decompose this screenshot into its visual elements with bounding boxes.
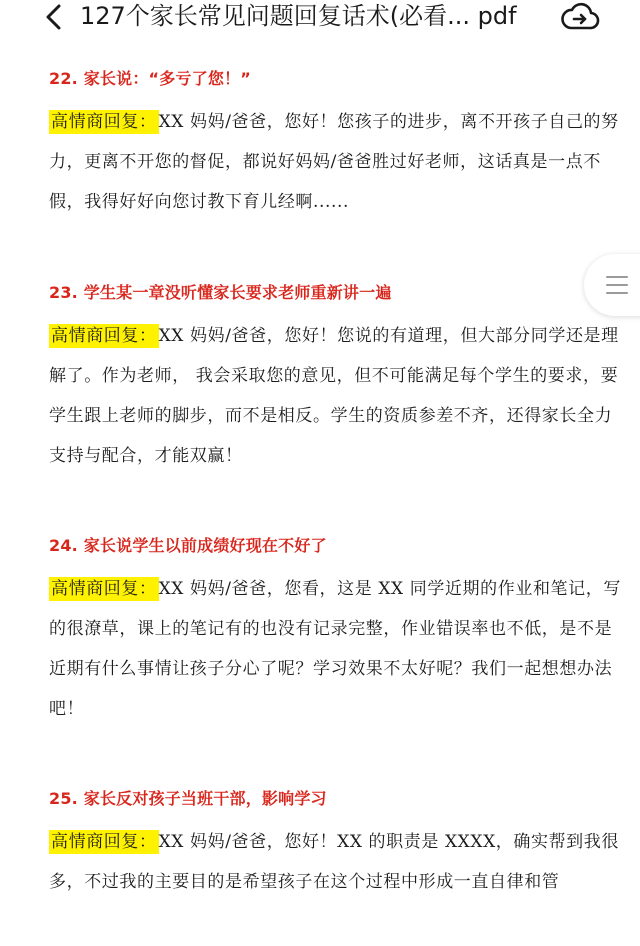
reply-label: 高情商回复： (51, 579, 157, 599)
reply-label: 高情商回复： (51, 832, 157, 852)
document-title: 127个家长常见问题回复话术(必看... pdf (80, 2, 517, 30)
cloud-save-button[interactable] (560, 1, 600, 33)
qa-section-23 (49, 282, 629, 476)
section-heading: 22. 家长说：“多亏了您！” (49, 69, 251, 88)
back-button[interactable] (38, 2, 68, 32)
reply-text: XX 妈妈/爸爸，您好！您孩子的进步，离不开孩子自己的努力，更离不开您的督促，都说好妈妈/爸爸胜过好老师，这话真是一点不假，我得好好向您讨教下育儿经啊...... (49, 112, 619, 212)
section-body (49, 822, 629, 902)
reply-text: XX 妈妈/爸爸，您好！XX 的职责是 XXXX，确实帮到我很多，不过我的主要目的是希望孩子在这个过程中形成一直自律和管 (49, 832, 619, 892)
chevron-left-icon (44, 4, 62, 30)
qa-section-22 (49, 68, 629, 222)
section-body (49, 316, 629, 476)
side-menu-handle[interactable] (584, 254, 640, 316)
reply-label: 高情商回复： (51, 326, 157, 346)
reply-text: XX 妈妈/爸爸，您看，这是 XX 同学近期的作业和笔记，写的很潦草，课上的笔记有的也没有记录完整，作业错误率也不低，是不是近期有什么事情让孩子分心了呢？学习效果不太好呢？我们一起想想办法吧！ (49, 579, 621, 719)
section-heading: 25. 家长反对孩子当班干部，影响学习 (49, 789, 327, 808)
cloud-save-icon (560, 2, 600, 32)
section-body (49, 102, 629, 222)
reply-label: 高情商回复： (51, 112, 157, 132)
section-heading: 23. 学生某一章没听懂家长要求老师重新讲一遍 (49, 283, 392, 302)
section-heading: 24. 家长说学生以前成绩好现在不好了 (49, 536, 327, 555)
qa-section-25 (49, 788, 629, 902)
top-bar (0, 0, 640, 36)
qa-section-24 (49, 535, 629, 729)
section-body (49, 569, 629, 729)
reply-text: XX 妈妈/爸爸，您好！您说的有道理，但大部分同学还是理解了。作为老师， 我会采取您的意见，但不可能满足每个学生的要求，要学生跟上老师的脚步，而不是相反。学生的资质参差不齐，还得家长全力支持与配合，才能双赢！ (49, 326, 619, 466)
menu-icon (606, 276, 628, 294)
